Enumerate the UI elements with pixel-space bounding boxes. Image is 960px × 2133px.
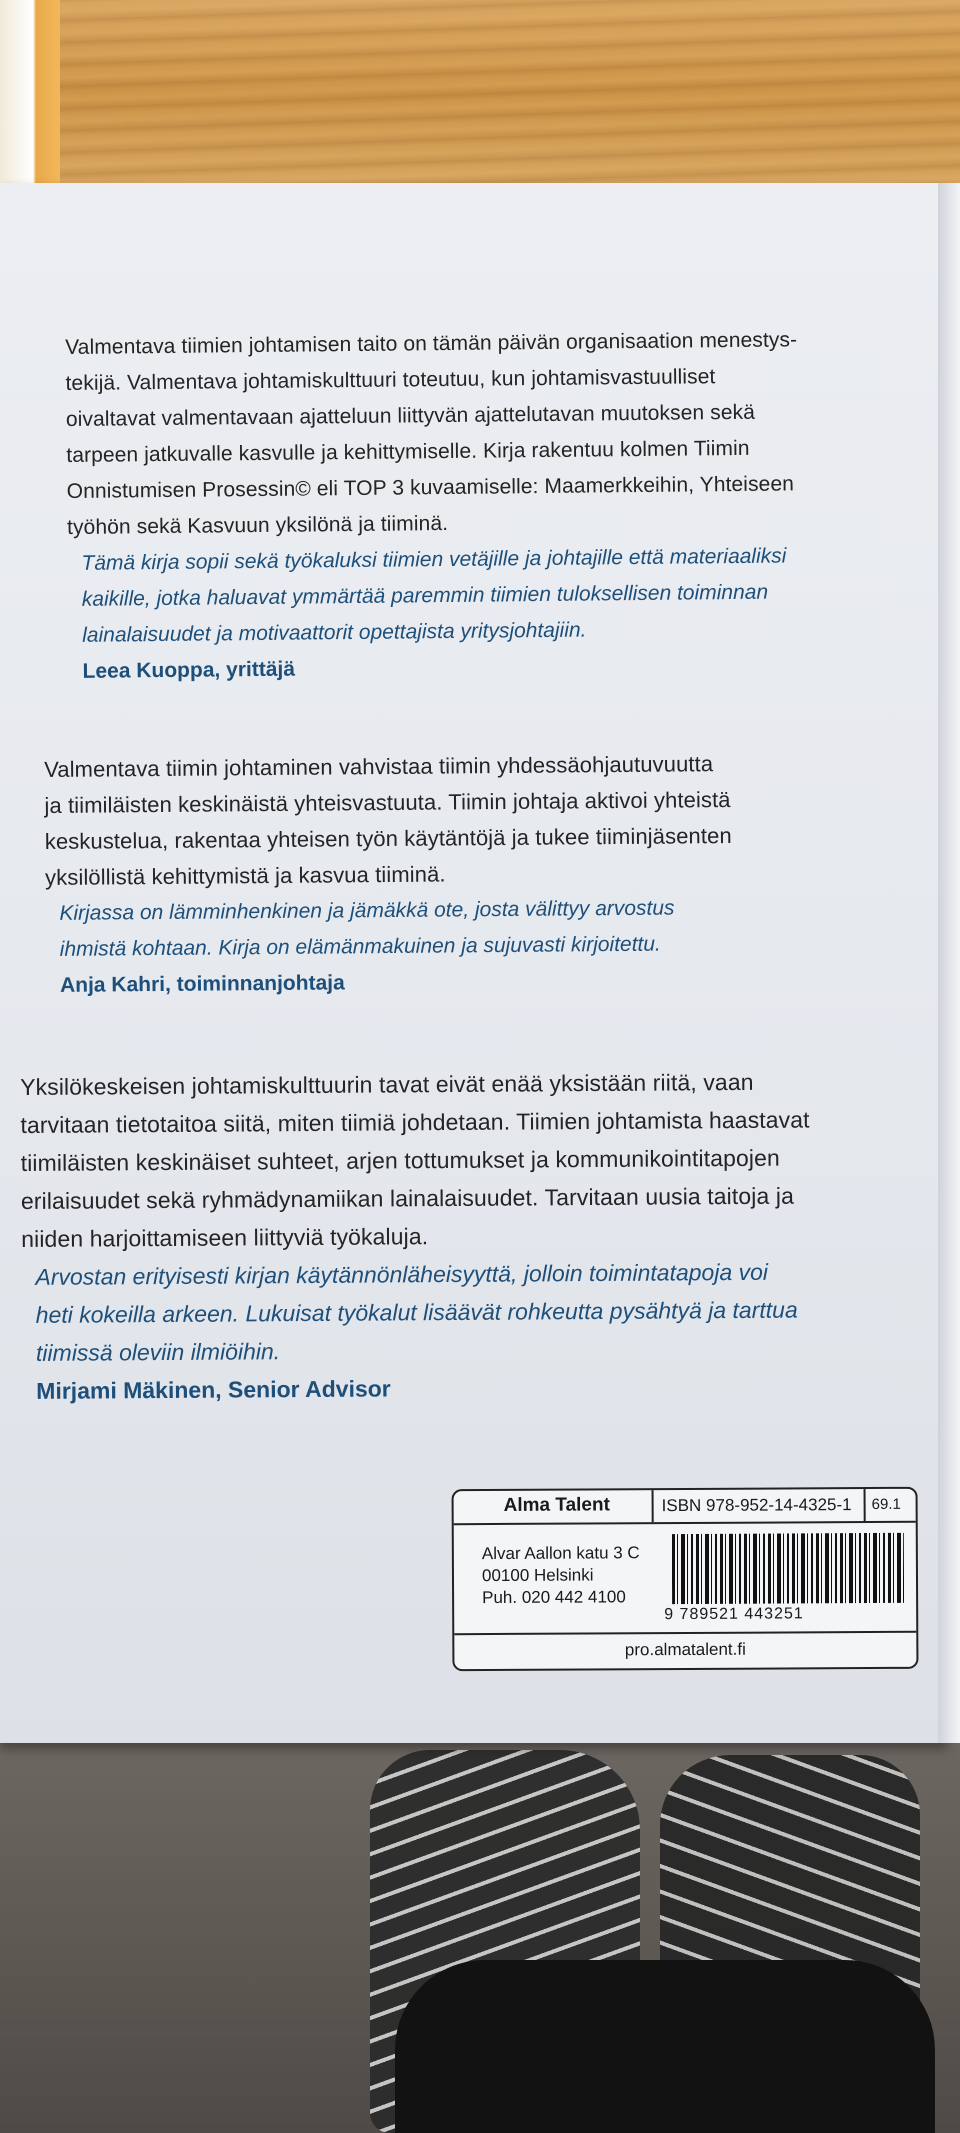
body-line: oivaltavat valmentavaan ajatteluun liittyvän ajattelutavan muutoksen sekä — [65, 400, 756, 431]
publisher-footer-row — [454, 1631, 916, 1669]
blurb-section-1 — [65, 321, 919, 690]
body-line: niiden harjoittamiseen liittyviä työkaluja. — [21, 1223, 429, 1252]
body-line: tarpeen jatkuvalle kasvulle ja kehittymiselle. Kirja rakentuu kolmen Tiimin — [66, 436, 750, 467]
quote-line: Tämä kirja sopii sekä työkaluksi tiimien vetäjille ja johtajille että materiaaliksi — [81, 544, 787, 575]
isbn-cell — [652, 1489, 854, 1522]
class-code: 69.1 — [871, 1495, 901, 1514]
wooden-table — [0, 0, 960, 205]
body-line: Onnistumisen Prosessin© eli TOP 3 kuvaamiselle: Maamerkkeihin, Yhteiseen — [66, 472, 795, 503]
quote-line: heti kokeilla arkeen. Lukuisat työkalut lisäävät rohkeutta pysähtyä ja tarttua — [35, 1296, 798, 1328]
body-line: erilaisuudet sekä ryhmädynamiikan lainalaisuudet. Tarvitaan uusia taitoja ja — [20, 1182, 795, 1214]
body-line: Valmentava tiimin johtaminen vahvistaa tiimin yhdessäohjautuvuutta — [44, 751, 714, 782]
body-line: tiimiläisten keskinäiset suhteet, arjen tottumukset ja kommunikointitapojen — [20, 1144, 780, 1176]
blurb-section-2 — [44, 745, 896, 1004]
publisher-address — [482, 1542, 640, 1609]
quote-line: kaikille, jotka haluavat ymmärtää paremmin tiimien tuloksellisen toiminnan — [81, 580, 769, 611]
barcode-digits: 9 789521 443251 — [664, 1605, 804, 1624]
body-line: yksilöllistä kehittymistä ja kasvua tiiminä. — [44, 861, 446, 890]
barcode — [672, 1533, 904, 1604]
publisher-name: Alma Talent — [503, 1494, 610, 1516]
book-stack-edge — [0, 0, 60, 200]
body-line: työhön sekä Kasvuun yksilönä ja tiiminä. — [66, 511, 449, 539]
book-cover-edge — [938, 183, 960, 1743]
quote-line: Arvostan erityisesti kirjan käytännönläheisyyttä, jolloin toimintatapoja voi — [35, 1258, 769, 1290]
body-line: tarvitaan tietotaitoa siitä, miten tiimiä johdetaan. Tiimien johtamista haastavat — [20, 1106, 810, 1138]
quote-author: Anja Kahri, toiminnanjohtaja — [59, 971, 345, 997]
address-line: Alvar Aallon katu 3 C — [481, 1543, 640, 1564]
publisher-url: pro.almatalent.fi — [624, 1639, 746, 1660]
quote-line: ihmistä kohtaan. Kirja on elämänmakuinen ja sujuvasti kirjoitettu. — [59, 932, 661, 961]
quote-author: Leea Kuoppa, yrittäjä — [82, 657, 296, 683]
body-line: tekijä. Valmentava johtamiskulttuuri toteutuu, kun johtamisvastuulliset — [65, 365, 716, 395]
dark-shoe — [395, 1960, 935, 2133]
body-line: ja tiimiläisten keskinäistä yhteisvastuuta. Tiimin johtaja aktivoi yhteistä — [44, 787, 731, 818]
quote-line: tiimissä oleviin ilmiöihin. — [35, 1338, 281, 1366]
isbn-number: ISBN 978-952-14-4325-1 — [661, 1495, 852, 1516]
address-line: 00100 Helsinki — [481, 1565, 594, 1586]
body-line: Valmentava tiimien johtamisen taito on tämän päivän organisaation menestys- — [65, 328, 798, 359]
publisher-header-row — [454, 1489, 916, 1525]
quote-line: lainalaisuudet ja motivaattorit opettajista yritysjohtajiin. — [82, 618, 587, 647]
class-code-cell — [864, 1489, 918, 1521]
blurb-section-3 — [20, 1062, 922, 1410]
publisher-info-box — [452, 1487, 919, 1671]
body-line: keskustelua, rakentaa yhteisen työn käytäntöjä ja tukee tiiminjäsenten — [44, 823, 732, 854]
address-line: Puh. 020 442 4100 — [482, 1587, 626, 1608]
quote-line: Kirjassa on lämminhenkinen ja jämäkkä ote, josta välittyy arvostus — [59, 896, 675, 925]
body-line: Yksilökeskeisen johtamiskulttuurin tavat eivät enää yksistään riitä, vaan — [20, 1068, 754, 1100]
quote-author: Mirjami Mäkinen, Senior Advisor — [36, 1375, 391, 1404]
